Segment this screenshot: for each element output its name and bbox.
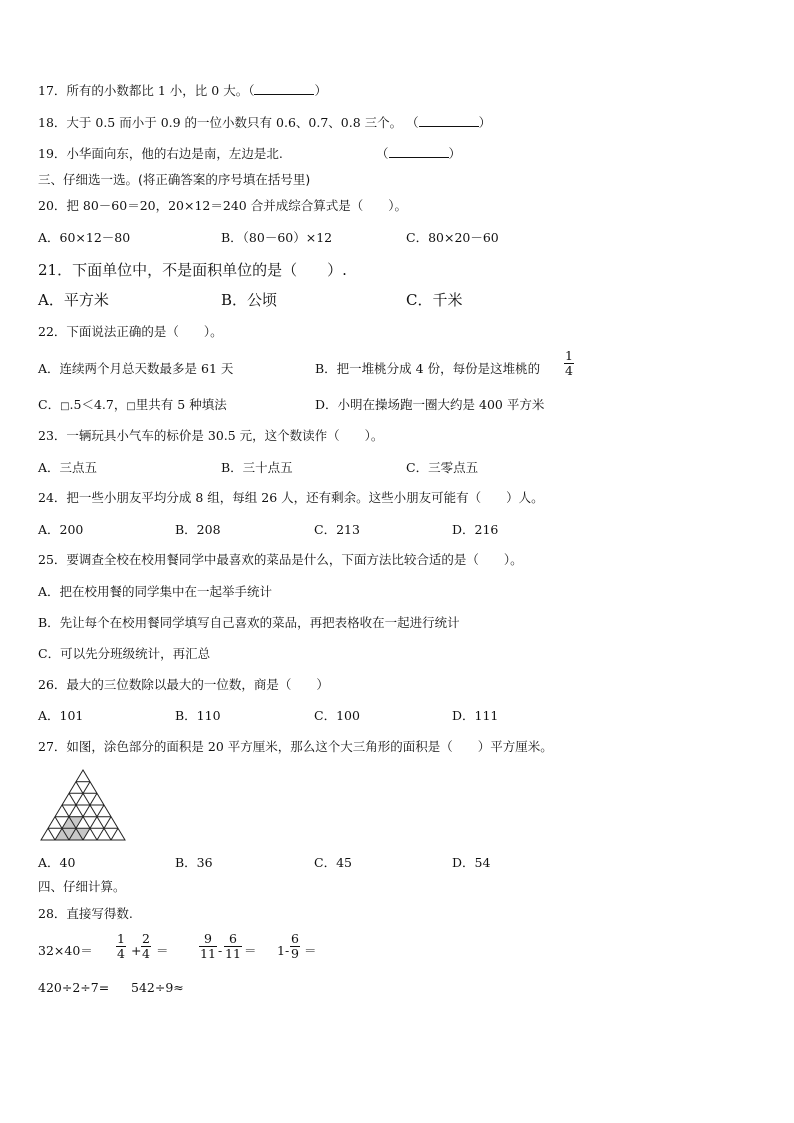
option-b[interactable]: B．208 <box>175 522 221 537</box>
fraction: $\frac{6}{11}$ <box>225 931 241 961</box>
section-4-heading: 四、仔细计算。 <box>38 879 126 894</box>
box-icon: □ <box>60 401 70 412</box>
expression-6: 542÷9≈ <box>131 980 184 995</box>
option-b[interactable]: B．三十点五 <box>221 460 293 475</box>
expression-1: 32×40＝ <box>38 943 93 958</box>
option-c[interactable]: C．213 <box>314 522 360 537</box>
option-c[interactable]: C．45 <box>314 855 352 870</box>
question-22: 22．下面说法正确的是（ ）。 <box>38 324 223 339</box>
option-a[interactable]: A．101 <box>38 708 84 723</box>
operator: + <box>131 943 142 958</box>
fraction: $\frac{9}{11}$ <box>200 931 216 961</box>
option-a[interactable]: A．60×12－80 <box>38 230 131 245</box>
triangle-figure <box>40 769 126 841</box>
expression-5: 420÷2÷7= <box>38 980 110 995</box>
question-24: 24．把一些小朋友平均分成 8 组，每组 26 人，还有剩余。这些小朋友可能有（ ）人。 <box>38 490 544 505</box>
question-20: 20．把 80－60＝20，20×12＝240 合并成综合算式是（ ）。 <box>38 198 407 213</box>
option-a[interactable]: A．200 <box>38 522 84 537</box>
question-27: 27．如图，涂色部分的面积是 20 平方厘米，那么这个大三角形的面积是（ ）平方厘米。 <box>38 739 553 754</box>
question-19-blank: （ ） <box>376 146 462 161</box>
equals: ＝ <box>304 943 317 958</box>
option-b[interactable]: B．36 <box>175 855 213 870</box>
question-17: 17．所有的小数都比 1 小，比 0 大。（ ） <box>38 83 327 98</box>
fraction: $\frac{1}{4}$ <box>117 931 125 961</box>
question-25: 25．要调查全校在校用餐同学中最喜欢的菜品是什么，下面方法比较合适的是（ ）。 <box>38 552 523 567</box>
question-18: 18．大于 0.5 而小于 0.9 的一位小数只有 0.6、0.7、0.8 三个。 （ ） <box>38 115 492 130</box>
answer-blank[interactable] <box>254 83 314 95</box>
expression-4-prefix: 1- <box>277 943 290 958</box>
option-c[interactable]: C．可以先分班级统计，再汇总 <box>38 646 211 661</box>
option-d[interactable]: D．54 <box>452 855 491 870</box>
question-19: 19．小华面向东，他的右边是南，左边是北. <box>38 146 283 161</box>
question-21: 21．下面单位中，不是面积单位的是（ ）. <box>38 261 347 279</box>
answer-blank[interactable] <box>419 115 479 127</box>
option-c[interactable]: C．□.5＜4.7，□里共有 5 种填法 <box>38 397 227 412</box>
equals: ＝ <box>244 943 257 958</box>
operator: - <box>218 943 223 958</box>
option-a[interactable]: A．平方米 <box>38 291 109 309</box>
question-23: 23．一辆玩具小气车的标价是 30.5 元，这个数读作（ ）。 <box>38 428 384 443</box>
option-b[interactable]: B．（80－60）×12 <box>221 230 333 245</box>
option-a[interactable]: A．把在校用餐的同学集中在一起举手统计 <box>38 584 273 599</box>
question-26: 26．最大的三位数除以最大的一位数，商是（ ） <box>38 677 329 692</box>
option-b[interactable]: B．先让每个在校用餐同学填写自己喜欢的菜品，再把表格收在一起进行统计 <box>38 615 460 630</box>
section-3-heading: 三、仔细选一选。(将正确答案的序号填在括号里) <box>38 172 311 187</box>
option-d[interactable]: D．216 <box>452 522 499 537</box>
option-c[interactable]: C．三零点五 <box>406 460 479 475</box>
option-c[interactable]: C．80×20－60 <box>406 230 499 245</box>
option-c[interactable]: C．100 <box>314 708 360 723</box>
option-a[interactable]: A．连续两个月总天数最多是 61 天 <box>38 361 234 376</box>
box-icon: □ <box>126 401 136 412</box>
fraction: $\frac{6}{9}$ <box>291 931 299 961</box>
fraction: $\frac{2}{4}$ <box>142 931 150 961</box>
equals: ＝ <box>156 943 169 958</box>
option-d[interactable]: D．小明在操场跑一圈大约是 400 平方米 <box>315 397 545 412</box>
answer-blank[interactable] <box>389 146 449 158</box>
option-b[interactable]: B．公顷 <box>221 291 278 309</box>
option-d[interactable]: D．111 <box>452 708 499 723</box>
option-a[interactable]: A．40 <box>38 855 76 870</box>
option-c[interactable]: C．千米 <box>406 291 463 309</box>
option-b[interactable]: B．把一堆桃分成 4 份，每份是这堆桃的 <box>315 361 541 376</box>
question-28: 28．直接写得数. <box>38 906 133 921</box>
fraction: $\frac{1}{4}$ <box>565 348 573 378</box>
option-a[interactable]: A．三点五 <box>38 460 98 475</box>
option-b[interactable]: B．110 <box>175 708 221 723</box>
